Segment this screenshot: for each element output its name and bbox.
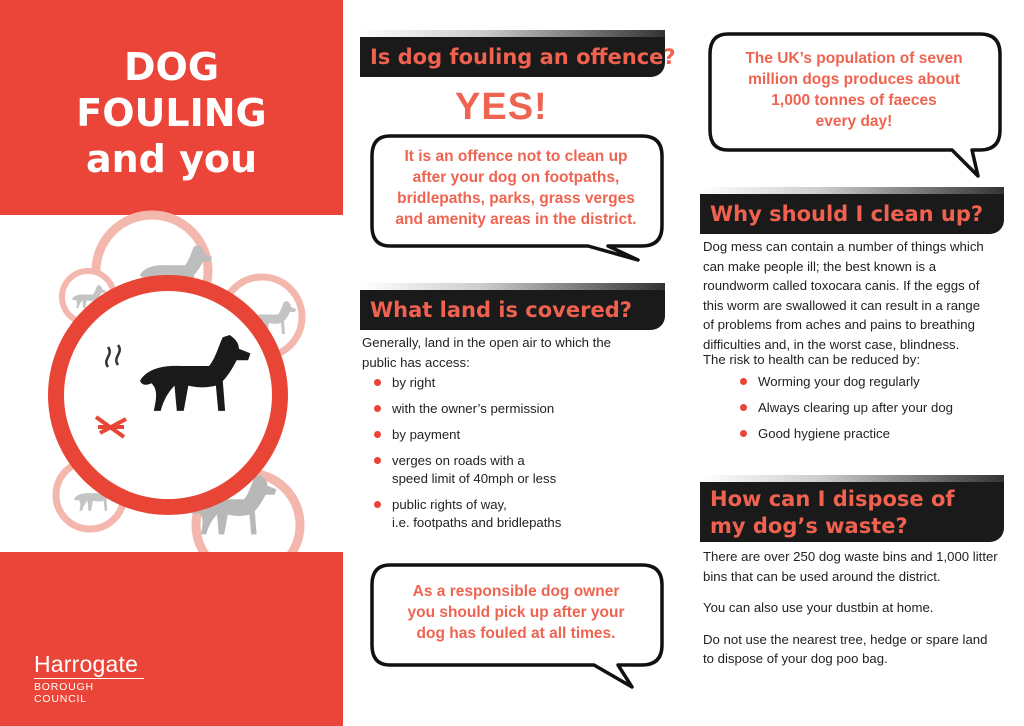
list-item: Always clearing up after your dog [740,399,1000,417]
land-intro: Generally, land in the open air to which the public has access: [362,335,612,370]
land-list [374,374,654,532]
dispose-paragraph-3: Do not use the nearest tree, hedge or spare land to dispose of your dog poo bag. [703,631,988,666]
logo-subtitle: BOROUGH COUNCIL [34,678,144,705]
responsible-line-2: you should pick up after your [407,604,625,621]
offence-line-4: and amenity areas in the district. [395,211,637,228]
offence-line-3: bridlepaths, parks, grass verges [397,190,635,207]
population-line-2: million dogs produces about [748,71,960,88]
population-line-1: The UK’s population of seven [745,50,963,67]
population-line-4: every day! [815,113,893,130]
answer-yes: YES! [455,86,548,128]
logo-name: Harrogate [34,651,139,677]
cleanup-paragraph: Dog mess can contain a number of things which can make people ill; the best known is a roundworm called toxocara canis. If the eggs of this worm are swallowed it can result in a range of problems from aches and pains to breathing difficulties and, in the worst case, blindness. [703,239,984,352]
list-item: verges on roads with a speed limit of 40mph or less [374,452,654,488]
dispose-text [703,547,998,681]
responsible-line-3: dog has fouled at all times. [416,625,616,642]
list-item: Good hygiene practice [740,425,1000,443]
title-line-1: DOG [123,45,220,89]
dispose-paragraph-2: You can also use your dustbin at home. [703,600,934,615]
risk-intro: The risk to health can be reduced by: [703,352,920,367]
responsible-speech-bubble [370,563,665,691]
council-logo [34,652,144,705]
leaflet-title [0,44,343,182]
dispose-heading-line-2: my dog’s waste? [710,514,908,538]
risk-list [740,373,1000,443]
no-dog-fouling-sign-icon [40,205,340,585]
heading-how-can-i-dispose [700,482,1004,542]
list-item: by right [374,374,654,392]
list-item: Worming your dog regularly [740,373,1000,391]
population-speech-bubble [708,32,1004,178]
title-line-3: and you [85,137,258,181]
responsible-line-1: As a responsible dog owner [412,583,620,600]
population-line-3: 1,000 tonnes of faeces [771,92,937,109]
offence-line-1: It is an offence not to clean up [404,148,628,165]
heading-why-should-i-clean-up: Why should I clean up? [700,194,1004,234]
dispose-heading-line-1: How can I dispose of [710,487,955,511]
list-item: public rights of way, i.e. footpaths and bridlepaths [374,496,654,532]
dispose-paragraph-1: There are over 250 dog waste bins and 1,000 litter bins that can be used around the district. [703,549,998,584]
heading-is-dog-fouling-offence: Is dog fouling an offence? [360,37,665,77]
offence-speech-bubble [370,134,665,262]
offence-line-2: after your dog on footpaths, [412,169,620,186]
list-item: with the owner’s permission [374,400,654,418]
heading-what-land-is-covered: What land is covered? [360,290,665,330]
title-line-2: FOULING [76,91,267,135]
list-item: by payment [374,426,654,444]
